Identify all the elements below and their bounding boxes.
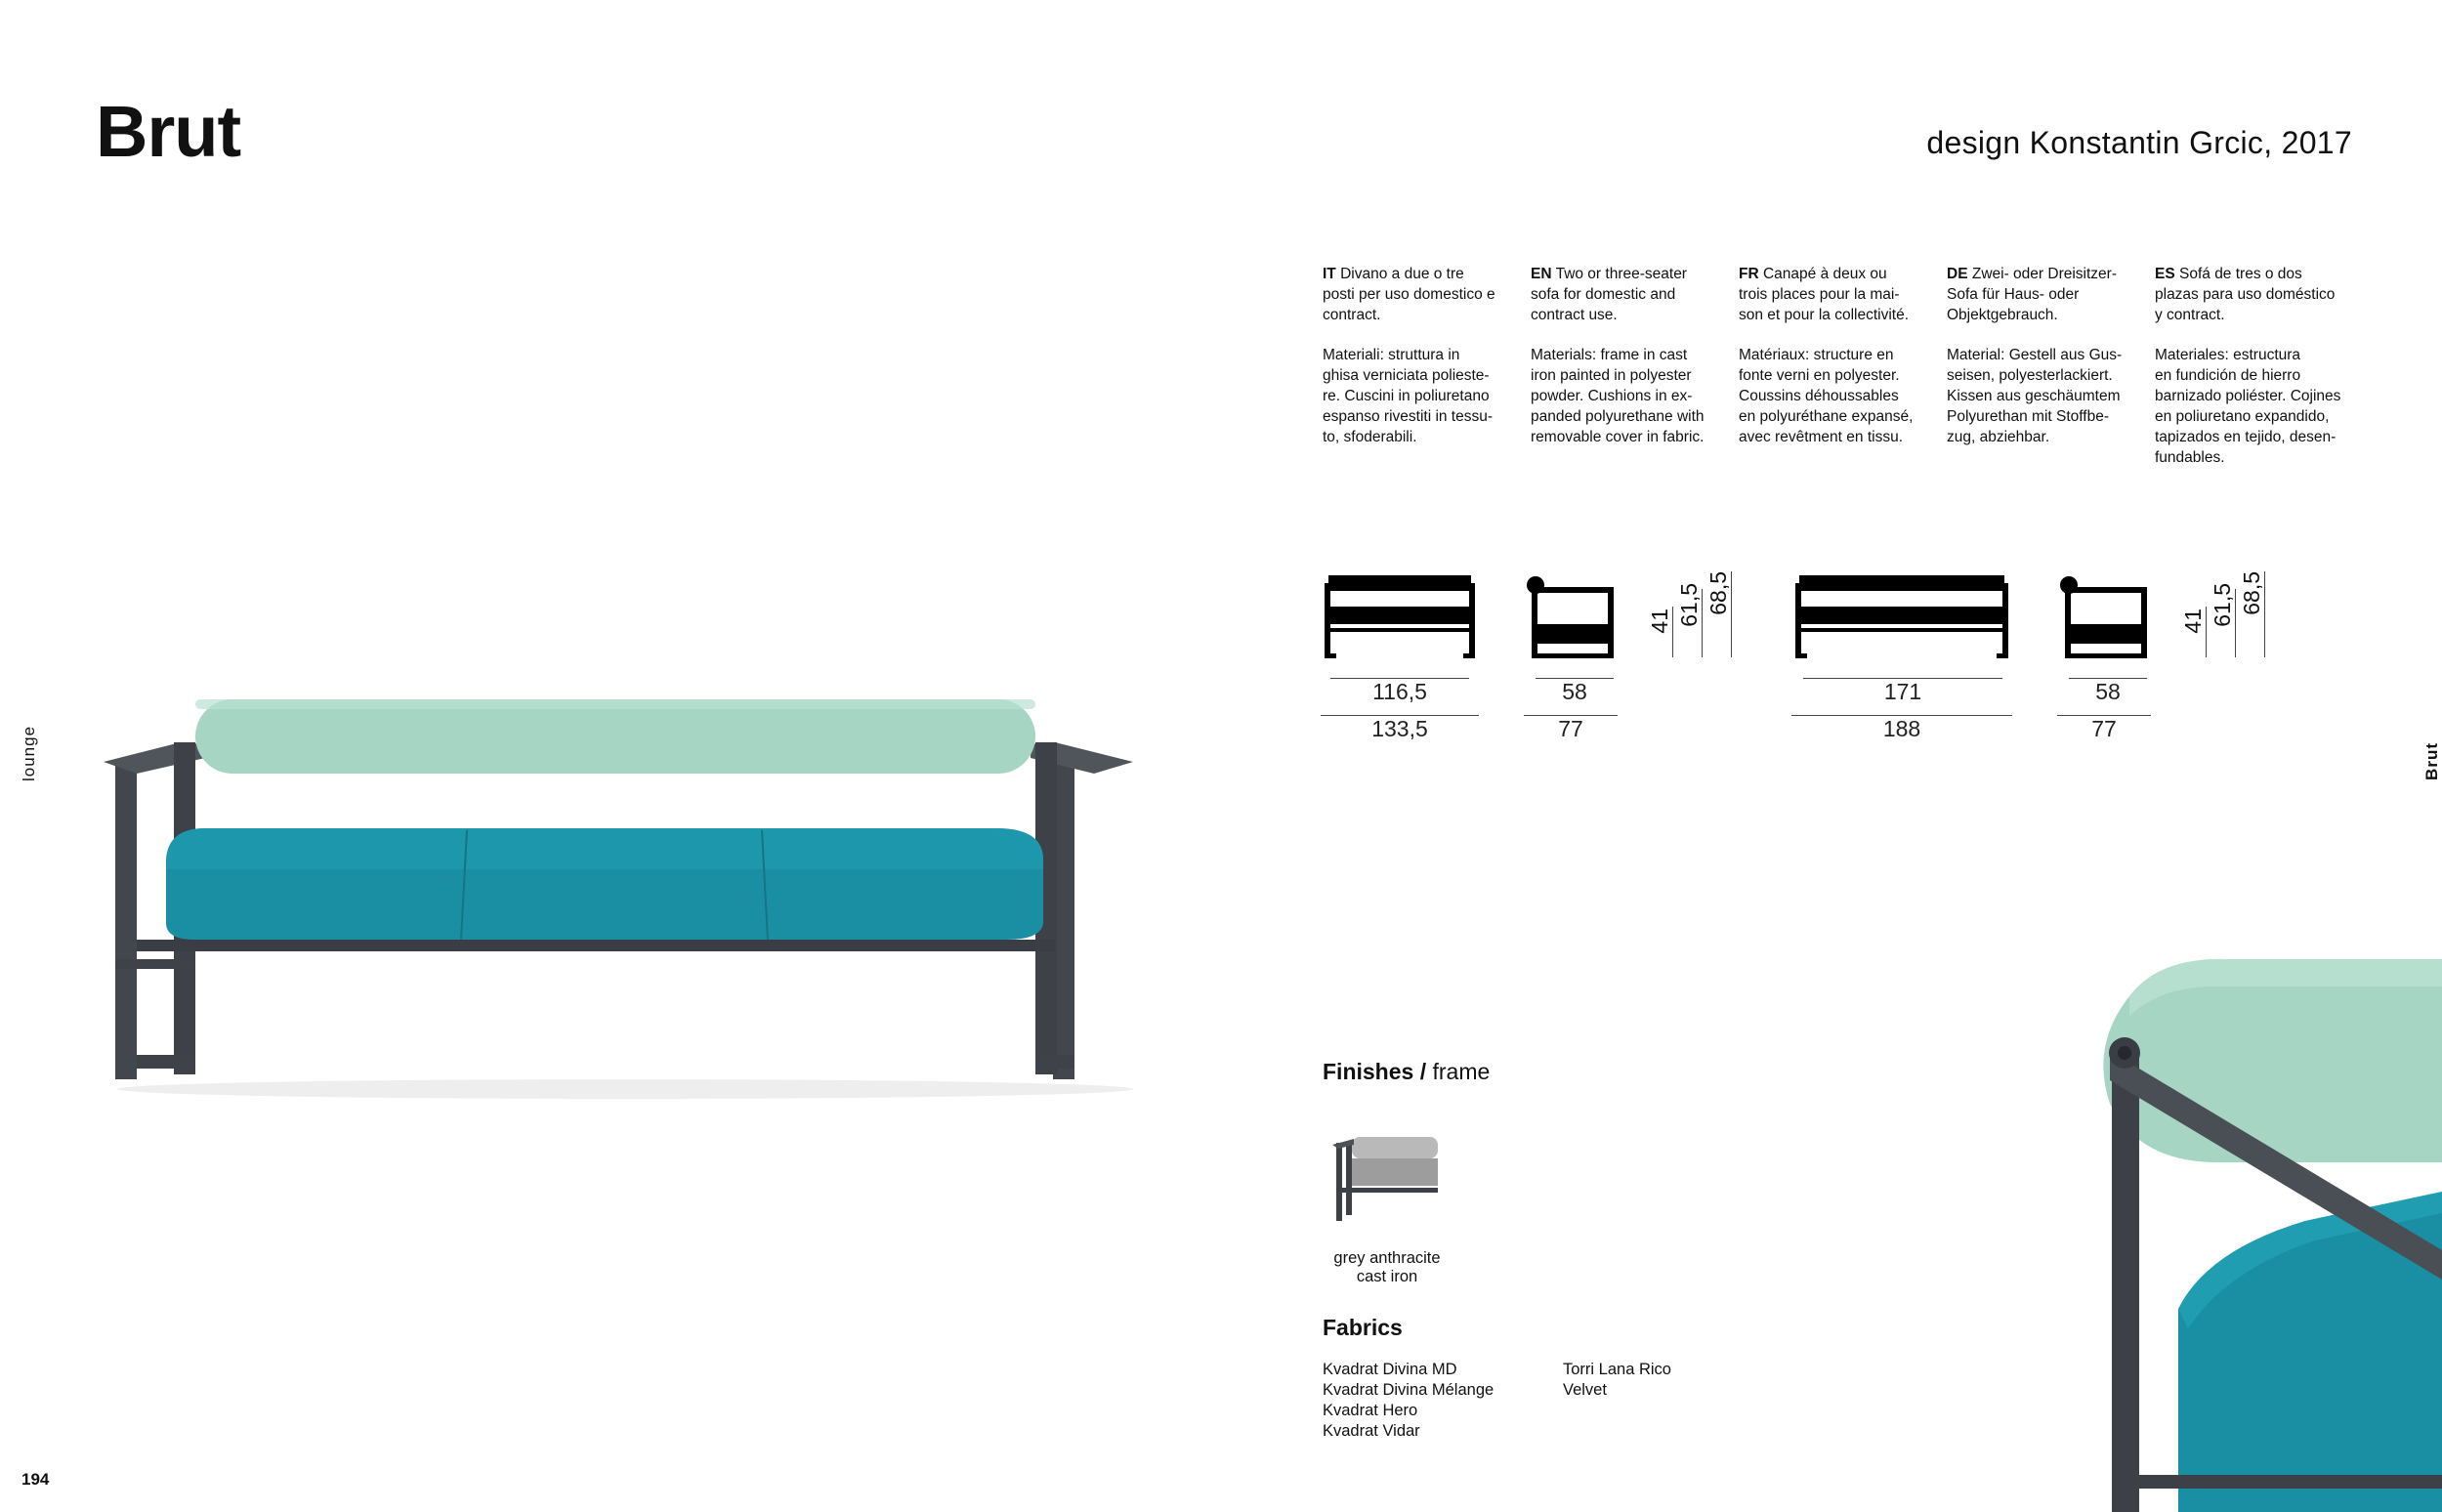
description-en: EN Two or three-seater sofa for domestic and contract use. Materials: frame in cast iron painted in polyester powder. Cushions in ex- panded polyurethane with removable cover in fabric.	[1531, 266, 1705, 445]
height-dimensions-small	[1645, 571, 1733, 659]
finish-caption: grey anthracite cast iron	[1333, 1249, 1441, 1285]
height-total-label: 68,5	[2239, 571, 2264, 615]
description-de: DE Zwei- oder Dreisitzer- Sofa für Haus- oder Objektgebrauch. Material: Gestell aus Gus- seisen, polyesterlackiert. Kissen aus geschäumtem Polyurethan mit Stoffbe- zug, abziehbar.	[1947, 266, 2123, 445]
fabric-item: Kvadrat Vidar	[1323, 1422, 1420, 1440]
height-seat-label: 41	[2180, 609, 2206, 634]
section-label-left: lounge	[20, 725, 38, 781]
large-sofa-side-drawing	[2057, 571, 2155, 659]
designer-credit: design Konstantin Grcic, 2017	[1926, 125, 2352, 160]
fabric-item: Kvadrat Divina Mélange	[1323, 1381, 1495, 1399]
small-width-outer: 133,5	[1321, 715, 1479, 742]
small-sofa-front-drawing	[1321, 571, 1479, 659]
description-es: ES Sofá de tres o dos plazas para uso doméstico y contract. Materiales: estructura en fundición de hierro barnizado poliéster. Cojines en poliuretano expandido, tapizados en tejido, desen- fundables.	[2155, 266, 2341, 466]
fabric-item: Torri Lana Rico	[1563, 1361, 1671, 1378]
fabric-item: Velvet	[1563, 1381, 1607, 1399]
height-back-label: 61,5	[2210, 583, 2235, 627]
frame-finish-swatch	[1332, 1129, 1440, 1223]
large-width-outer: 188	[1791, 715, 2012, 742]
large-width-inner: 171	[1803, 678, 2002, 705]
small-sofa-side-drawing	[1524, 571, 1621, 659]
small-depth-inner: 58	[1536, 678, 1614, 705]
finishes-heading: Finishes / frame	[1323, 1059, 1491, 1084]
fabrics-list-left	[1323, 1360, 1494, 1442]
fabrics-list-right	[1563, 1360, 1671, 1401]
height-total-label: 68,5	[1705, 571, 1731, 615]
armrest-detail-image	[2071, 957, 2442, 1512]
fabric-item: Kvadrat Hero	[1323, 1402, 1418, 1419]
page-title: Brut	[96, 91, 241, 172]
fabrics-heading: Fabrics	[1323, 1315, 1403, 1340]
description-fr: FR Canapé à deux ou trois places pour la mai- son et pour la collectivité. Matériaux: structure en fonte verni en polyester. Coussins déhoussables en polyuréthane expansé, avec revêtment en tissu.	[1739, 266, 1914, 445]
page-number-left: 194	[21, 1470, 50, 1489]
large-sofa-front-drawing	[1791, 571, 2012, 659]
fabric-item: Kvadrat Divina MD	[1323, 1361, 1457, 1378]
height-back-label: 61,5	[1676, 583, 1702, 627]
section-label-right: Brut	[2422, 742, 2441, 780]
large-depth-inner: 58	[2069, 678, 2147, 705]
height-seat-label: 41	[1647, 609, 1672, 634]
sofa-product-image	[98, 684, 1143, 1104]
description-it: IT Divano a due o tre posti per uso domestico e contract. Materiali: struttura in ghisa verniciata polieste- re. Cuscini in poliuretano espanso rivestiti in tessu- to, sfoderabili.	[1323, 266, 1495, 445]
small-depth-outer: 77	[1524, 715, 1618, 742]
height-dimensions-large	[2178, 571, 2266, 659]
large-depth-outer: 77	[2057, 715, 2151, 742]
small-width-inner: 116,5	[1330, 678, 1469, 705]
